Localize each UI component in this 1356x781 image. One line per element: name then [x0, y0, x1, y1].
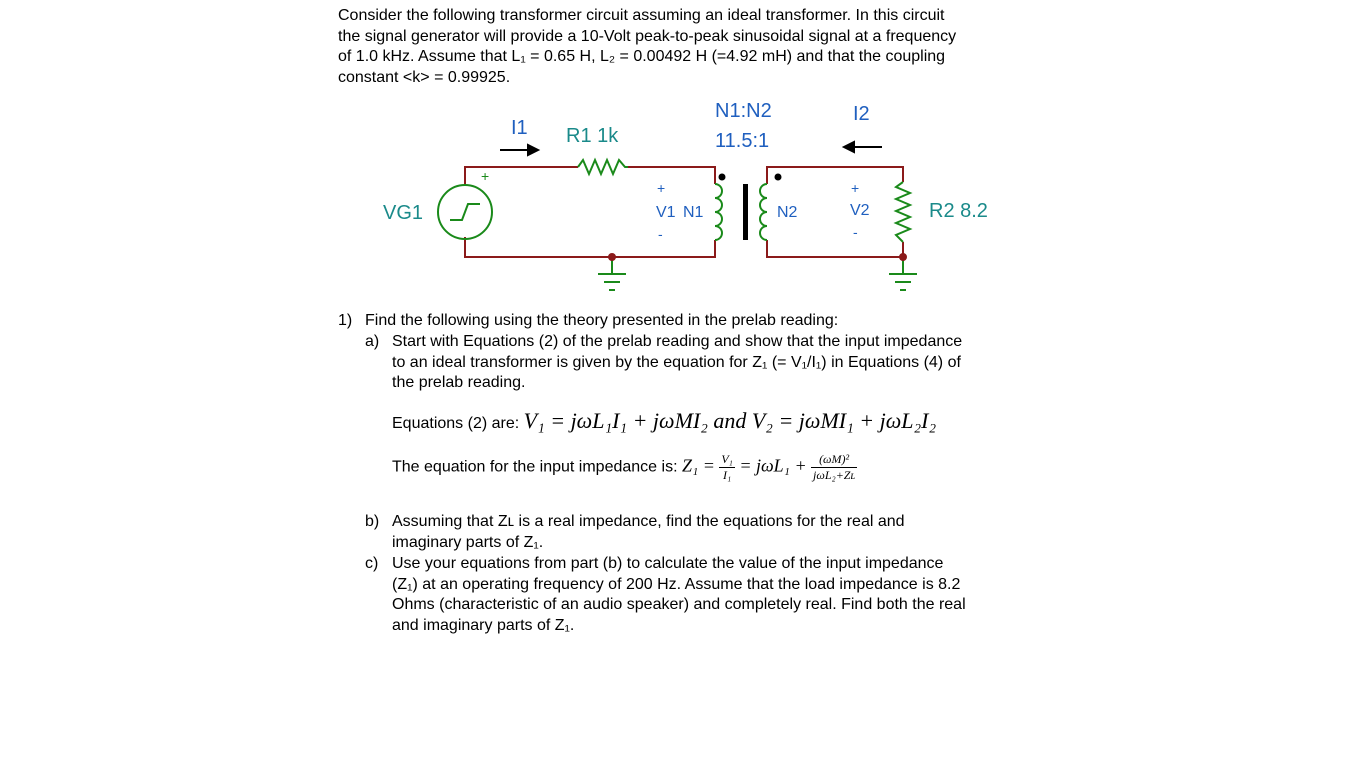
fraction-mutual: $\frac{\text{(ωM)²}}{\text{jωL₂+Zʟ}}$ [813, 452, 856, 482]
label-v1-minus: - [658, 226, 663, 242]
label-n2: N2 [777, 204, 798, 221]
signal-generator-vg1 [438, 185, 492, 239]
impedance-label: The equation for the input impedance is: [392, 458, 678, 476]
primary-dot [719, 174, 726, 181]
label-v2-plus: + [851, 180, 860, 196]
equations-2 [392, 408, 936, 434]
impedance-lhs: Z₁ = [681, 455, 715, 476]
input-impedance-equation [392, 452, 857, 483]
part-line: Start with Equations (2) of the prelab reading and show that the input impedance [392, 333, 963, 350]
part-line: Use your equations from part (b) to calculate the value of the input impedance [392, 555, 944, 572]
label-vg1: VG1 [383, 202, 424, 224]
label-v1: V1 [656, 204, 676, 221]
label-v2: V2 [850, 202, 870, 219]
label-r1: R1 1k [566, 125, 619, 147]
junction-dot-right [899, 253, 907, 261]
part-line: and imaginary parts of Z₁. [392, 616, 575, 634]
intro-paragraph [338, 6, 1058, 88]
intro-line: constant <k> = 0.99925. [338, 68, 511, 86]
label-r2: R2 8.2 [929, 200, 988, 222]
transformer-primary-coil [715, 184, 722, 240]
equations-2-label: Equations (2) are: [392, 415, 520, 432]
label-ratio-value: 11.5:1 [715, 130, 770, 152]
label-v1-plus: + [657, 180, 666, 196]
label-plus-source: + [481, 168, 490, 184]
transformer-circuit-diagram [370, 92, 988, 302]
resistor-r2 [896, 182, 910, 242]
part-label: b) [365, 513, 380, 530]
label-v2-minus: - [853, 224, 858, 240]
part-line: the prelab reading. [392, 374, 526, 392]
fraction-v1-i1: $\frac{\text{V₁}}{\text{I₁}}$ [721, 452, 733, 482]
label-ratio: N1:N2 [715, 100, 772, 122]
transformer-secondary-coil [760, 184, 767, 240]
ground-symbols [598, 260, 917, 290]
part-label: c) [365, 555, 379, 572]
intro-line: of 1.0 kHz. Assume that L₁ = 0.65 H, L₂ = 0.00492 H (=4.92 mH) and that the coupling [338, 48, 946, 66]
part-line: (Z₁) at an operating frequency of 200 Hz. Assume that the load impedance is 8.2 [392, 575, 961, 593]
part-line: to an ideal transformer is given by the equation for Z₁ (= V₁/I₁) in Equations (4) of [392, 353, 961, 371]
intro-line: the signal generator will provide a 10-Volt peak-to-peak sinusoidal signal at a frequency [338, 27, 957, 45]
impedance-mid: = jωL₁ + [739, 455, 807, 476]
part-line: imaginary parts of Z₁. [392, 533, 544, 551]
secondary-dot [775, 174, 782, 181]
label-i1: I1 [511, 117, 528, 139]
part-line: Assuming that Zʟ is a real impedance, find the equations for the real and [392, 513, 905, 530]
part-line: Ohms (characteristic of an audio speaker) and completely real. Find both the real [392, 596, 966, 614]
resistor-r1 [578, 160, 628, 174]
equations-2-math: V₁ = jωL₁I₁ + jωMI₂ and V₂ = jωMI₁ + jωL₂I₂ [523, 408, 937, 433]
intro-line: Consider the following transformer circuit assuming an ideal transformer. In this circuit [338, 7, 945, 24]
part-label: a) [365, 333, 380, 350]
label-i2: I2 [853, 103, 870, 125]
question-number: 1) [338, 312, 353, 329]
label-n1: N1 [683, 204, 704, 221]
junction-dot-left [608, 253, 616, 261]
question-text: Find the following using the theory presented in the prelab reading: [365, 312, 839, 329]
transformer-core [743, 184, 748, 240]
